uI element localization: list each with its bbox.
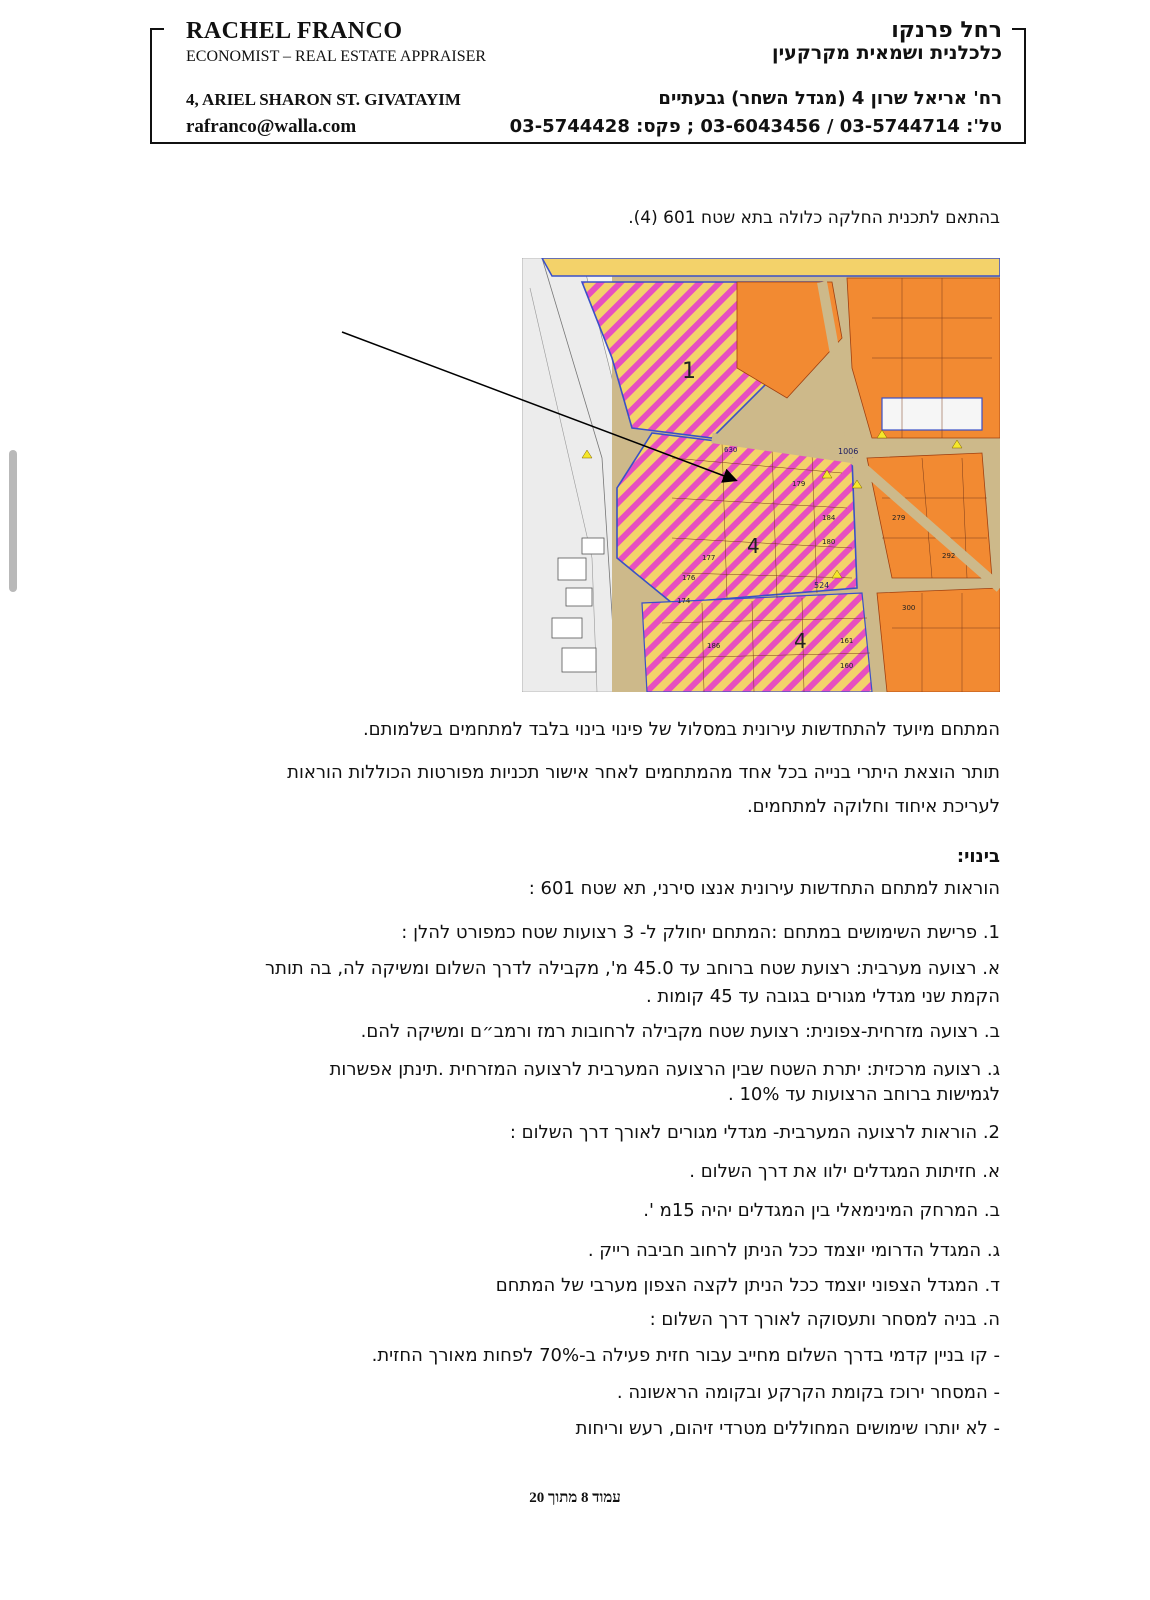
map-label: 279 [892, 514, 906, 522]
list-item: - לא יותרו שימושים המחוללים מטרדי זיהום, רעש וריחות [575, 1418, 1000, 1439]
map-label: 1006 [838, 447, 859, 456]
list-item: ב. המרחק המינימאלי בין המגדלים יהיה 15מ '. [643, 1200, 1000, 1221]
title-en: ECONOMIST – REAL ESTATE APPRAISER [186, 48, 487, 65]
map-label: 184 [822, 514, 836, 522]
para-permits-line2: לעריכת איחוד וחלוקה למתחמים. [746, 796, 1000, 817]
map-label: 300 [902, 604, 916, 612]
frame-line [1024, 28, 1026, 142]
pointer-arrow [340, 330, 740, 490]
list-item: לגמישות ברוחב הרצועות עד 10% . [728, 1084, 1000, 1105]
frame-line [150, 28, 152, 142]
address-he: רח' אריאל שרון 4 (מגדל השחר) גבעתיים [658, 88, 1002, 109]
name-he: רחל פרנקו [891, 18, 1002, 43]
list-item: 1. פרישת השימושים במתחם :המתחם יחולק ל- 3 רצועות שטח כמפורט להלן : [401, 922, 1000, 943]
frame-line [150, 28, 164, 30]
list-item: - קו בניין קדמי בדרך השלום מחייב עבור חזית פעילה ב-70% לפחות מאורך החזית. [371, 1345, 1000, 1366]
map-label: 4 [747, 534, 760, 558]
map-label: 160 [840, 662, 854, 670]
list-item: ג. רצועה מרכזית: יתרת השטח שבין הרצועה המערבית לרצועה המזרחית .תינתן אפשרות [329, 1059, 1000, 1080]
email-en: rafranco@walla.com [186, 116, 357, 137]
letterhead [150, 18, 1026, 144]
list-item: ב. רצועה מזרחית-צפונית: רצועת שטח מקבילה לרחובות רמז ורמב״ם ומשיקה להם. [360, 1021, 1000, 1042]
map-label: 179 [792, 480, 806, 488]
map-label: 292 [942, 552, 956, 560]
map-building [552, 618, 582, 638]
section-subheading: הוראות למתחם התחדשות עירונית אנצו סירני, תא שטח 601 : [528, 878, 1000, 899]
map-label: 177 [702, 554, 716, 562]
list-item: א. רצועה מערבית: רצועת שטח ברוחב עד 45.0 מ', מקבילה לדרך השלום ומשיקה לה, בה תותר [265, 958, 1000, 979]
map-building [582, 538, 604, 554]
list-item: 2. הוראות לרצועה המערבית- מגדלי מגורים לאורך דרך השלום : [509, 1122, 1000, 1143]
list-item: א. חזיתות המגדלים ילוו את דרך השלום . [689, 1161, 1000, 1182]
map-orange-zone [877, 588, 1000, 692]
map-label: 186 [707, 642, 721, 650]
para-renewal: המתחם מיועד להתחדשות עירונית במסלול של פינוי בינוי בלבד למתחמים בשלמותם. [362, 719, 1000, 740]
map-label: 1 [682, 359, 696, 384]
map-residential-zone [542, 258, 1000, 276]
map-label: 630 [724, 446, 738, 454]
name-en: RACHEL FRANCO [186, 18, 403, 44]
map-label: 161 [840, 637, 854, 645]
para-permits-line1: תותר הוצאת היתרי בנייה בכל אחד מהמתחמים לאחר אישור תכניות מפורטות הכוללות הוראות [287, 762, 1000, 783]
map-label: 180 [822, 538, 836, 546]
map-building [558, 558, 586, 580]
map-building [562, 648, 596, 672]
list-item: ד. המגדל הצפוני יוצמד ככל הניתן לקצה הצפון מערבי של המתחם [495, 1275, 1000, 1296]
phone-he: טל': 03-5744714 / 03-6043456 ; פקס: 03-5744428 [509, 116, 1002, 137]
map-label: 174 [677, 597, 691, 605]
map-renewal-zone [642, 593, 872, 692]
map-label: 4 [794, 629, 807, 653]
map-label: 524 [814, 581, 830, 590]
list-item: - המסחר ירוכז בקומת הקרקע ובקומה הראשונה . [616, 1382, 1000, 1403]
section-heading: בינוי: [956, 846, 1000, 867]
address-en: 4, ARIEL SHARON ST. GIVATAYIM [186, 90, 461, 109]
frame-line [150, 142, 1026, 144]
title-he: כלכלנית ושמאית מקרקעין [772, 42, 1002, 64]
intro-text: בהתאם לתכנית החלקה כלולה בתא שטח 601 (4). [628, 208, 1000, 228]
page-number: עמוד 8 מתוך 20 [529, 1490, 621, 1506]
scrollbar-thumb[interactable] [9, 450, 17, 592]
map-building [566, 588, 592, 606]
map-label: 176 [682, 574, 696, 582]
list-item: ג. המגדל הדרומי יוצמד ככל הניתן לרחוב חביבה רייק . [587, 1240, 1000, 1261]
list-item: הקמת שני מגדלי מגורים בגובה עד 45 קומות . [645, 986, 1000, 1007]
list-item: ה. בניה למסחר ותעסוקה לאורך דרך השלום : [649, 1309, 1000, 1330]
map-white-block [882, 398, 982, 430]
